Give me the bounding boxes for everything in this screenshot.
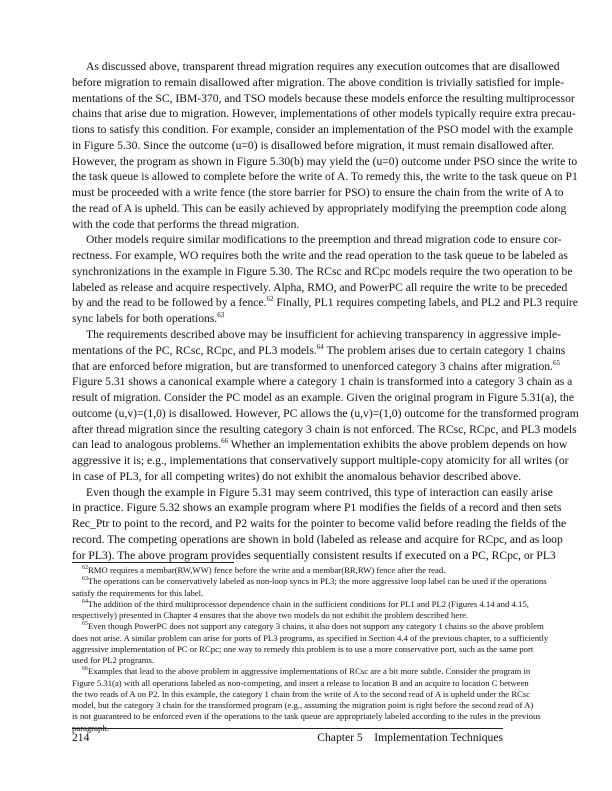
- text-run: synchronizations in the example in Figure 5.30. The RCsc and RCpc models require the two operation to be: [72, 264, 573, 278]
- paragraph-line: [72, 500, 562, 516]
- footnote-marker: 65: [552, 358, 560, 367]
- text-run: Whether an implementation exhibits the above problem depends on how: [228, 438, 568, 452]
- text-run: respectively) presented in Chapter 4 ensures that the above two models do not exhibit the problem described here.: [72, 610, 469, 620]
- text-run: after thread migration since the resulting category 3 chain is not enforced. The RCsc, RCpc, and PL3 models: [72, 422, 577, 436]
- text-run: outcome (u,v)=(1,0) is disallowed. However, PC allows the (u,v)=(1,0) outcome for the transformed program: [72, 406, 579, 420]
- footnote-marker: 66: [221, 437, 229, 446]
- footnote-line: [72, 621, 544, 632]
- text-run: satisfy the requirements for this label.: [72, 587, 204, 598]
- paragraph-line: [72, 358, 560, 375]
- text-run: The problem arises due to certain category 1 chains: [323, 343, 566, 357]
- text-run: paragraph.: [72, 722, 109, 733]
- paragraph-line: [72, 91, 575, 107]
- paragraph-line: [72, 295, 578, 311]
- footnote-line: [72, 576, 547, 587]
- text-run: in Figure 5.30. Since the outcome (u=0) is disallowed before migration, it must remain disallowed after.: [72, 138, 555, 152]
- text-run: for PL3). The above program provides sequentially consistent results if executed on a PC, RCpc, or PL3: [72, 548, 556, 562]
- text-run: The addition of the third multiprocessor dependence chain in the sufficient conditions for PL1 and PL2 (Figures 4.14 and 4.15,: [88, 598, 529, 609]
- text-run: Finally, PL1 requires competing labels, and PL2 and PL3 require: [273, 296, 578, 310]
- text-run: can lead to analogous problems.: [72, 438, 222, 452]
- footnote-line: [72, 588, 503, 599]
- footnote-line: [72, 711, 541, 722]
- text-run: Figure 5.31 shows a canonical example where a category 1 chain is transformed into a category 3 chain as a: [72, 375, 573, 389]
- footnote-marker: 64: [316, 342, 324, 351]
- paragraph-line: [72, 469, 522, 485]
- paragraph-line: [72, 169, 578, 185]
- text-run: Even though PowerPC does not support any category 3 chains, it also does not support any category 1 chains so the above problem: [88, 621, 544, 632]
- footnote-marker: 62: [82, 565, 88, 571]
- paragraph-line: [72, 390, 574, 406]
- text-run: mentations of the PC, RCsc, RCpc, and PL3 models.: [72, 343, 317, 357]
- text-run: that are enforced before migration, but are transformed to unenforced category 3 chains after migration.: [72, 359, 553, 373]
- paragraph-line: [72, 232, 562, 248]
- footnote-marker: 63: [82, 576, 88, 583]
- text-run: Other models require similar modifications to the preemption and thread migration code to ensure cor-: [86, 233, 562, 247]
- paragraph-line: [72, 437, 568, 453]
- text-run: aggressive implementation of PC or RCpc; one way to remedy this problem is to use a more conservative port, such as the same port: [72, 643, 534, 654]
- page-number: 214: [72, 731, 90, 744]
- text-run: chains that arise due to migration. However, implementations of other models typically require extra precau-: [72, 107, 576, 121]
- paragraph-line: [72, 201, 567, 217]
- text-run: model, but the category 3 chain for the transformed program (e.g., assuming the migration point is right before the second read of A): [72, 700, 534, 710]
- paragraph-line: [72, 106, 576, 122]
- footnote-line: [72, 643, 534, 655]
- text-run: in practice. Figure 5.32 shows an example program where P1 modifies the fields of a record and then sets: [72, 501, 562, 515]
- footnote-marker: 65: [82, 621, 88, 628]
- text-run: sync labels for both operations.: [72, 312, 218, 326]
- text-run: used for PL2 programs.: [72, 655, 155, 665]
- footnotes: [72, 565, 549, 734]
- text-run: is not guaranteed to be enforced even if the operations to the task queue are appropriately labeled according to the rules in the previous: [72, 711, 541, 722]
- footnote-line: [72, 655, 503, 666]
- paragraph-line: [72, 311, 503, 327]
- text-run: with the code that performs the thread migration.: [72, 217, 300, 231]
- text-run: The operations can be conservatively labeled as non-loop syncs in PL3; the more aggressive loop label can be used if the operations: [88, 576, 547, 587]
- text-run: before migration to remain disallowed after migration. The above condition is trivially satisfied for imple-: [72, 75, 565, 89]
- text-run: the task queue is allowed to complete before the write of A. To remedy this, the write to the task queue on P1: [72, 170, 578, 184]
- text-run: the two reads of A on P2. In this example, the category 1 chain from the write of A to the second read of A is upheld under the RCsc: [72, 688, 531, 699]
- text-run: does not arise. A similar problem can arise for ports of PL3 programs, as specified in Section 4.4 of the previous chapter, to a sufficiently: [72, 632, 549, 643]
- paragraph-line: [72, 342, 566, 359]
- page-footer: [72, 731, 503, 744]
- footnote-line: [72, 598, 529, 610]
- paragraph-line: [72, 264, 573, 280]
- paragraph-line: [72, 516, 567, 532]
- footer-divider: [72, 728, 503, 729]
- footnote-line: [72, 565, 503, 576]
- body-text: [72, 59, 579, 564]
- footnote-line: [72, 677, 529, 689]
- footnote-line: [72, 688, 531, 700]
- text-run: rectness. For example, WO requires both the write and the read operation to the task queue to be labeled as: [72, 249, 568, 263]
- paragraph-line: [72, 406, 579, 422]
- paragraph-line: [72, 122, 574, 138]
- paragraph-line: [72, 248, 568, 264]
- paragraph-line: [72, 75, 565, 91]
- paragraph-line: [72, 422, 577, 438]
- footnote-marker: 66: [82, 666, 88, 673]
- text-run: However, the program as shown in Figure 5.30(b) may yield the (u=0) outcome under PSO since the write to: [72, 154, 578, 168]
- text-run: labeled as release and acquire respectively. Alpha, RMO, and PowerPC all require the write to be preceded: [72, 280, 568, 294]
- footnote-marker: 62: [266, 295, 274, 304]
- text-run: Even though the example in Figure 5.31 may seem contrived, this type of interaction can easily arise: [86, 485, 553, 499]
- paragraph-line: [72, 374, 573, 390]
- text-run: aggressive it is; e.g., implementations that conservatively support multiple-copy atomicity for all writes (or: [72, 454, 569, 468]
- text-run: mentations of the SC, IBM-370, and TSO models because these models enforce the resulting multiprocessor: [72, 91, 575, 105]
- footnote-divider: [72, 562, 234, 563]
- text-run: As discussed above, transparent thread migration requires any execution outcomes that are disallowed: [86, 60, 560, 73]
- paragraph-line: [72, 185, 564, 201]
- footnote-line: [72, 610, 503, 621]
- footnote-marker: 63: [217, 311, 225, 320]
- text-run: tions to satisfy this condition. For example, consider an implementation of the PSO model with the example: [72, 123, 574, 137]
- text-run: must be proceeded with a write fence (the store barrier for PSO) to ensure the chain from the write of A to: [72, 186, 564, 200]
- footnote-line: [72, 632, 549, 644]
- text-run: Examples that lead to the above problem in aggressive implementations of RCsc are a bit more subtle. Consider the program in: [88, 666, 531, 677]
- paragraph-line: [72, 138, 555, 154]
- paragraph-line: [72, 280, 568, 296]
- text-run: RMO requires a membar(RW,WW) fence before the write and a membar(RR,RW) fence after the read.: [88, 565, 446, 575]
- text-run: Figure 5.31(a) with all operations labeled as non-competing, and insert a release to location B and an acquire to location C between: [72, 677, 529, 688]
- paragraph-line: [72, 217, 503, 233]
- footnote-marker: 64: [82, 598, 88, 605]
- paragraph-line: [72, 453, 569, 469]
- footnote-line: [72, 666, 531, 677]
- text-run: Rec_Ptr to point to the record, and P2 waits for the pointer to become valid before reading the fields of the: [72, 517, 567, 531]
- text-run: record. The competing operations are shown in bold (labeled as release and acquire for RCpc, and as loop: [72, 532, 563, 546]
- text-run: by and the read to be followed by a fence.: [72, 296, 267, 310]
- paragraph-line: [72, 532, 563, 548]
- text-run: result of migration. Consider the PC model as an example. Given the original program in Figure 5.31(a), the: [72, 391, 574, 405]
- paragraph-line: [72, 59, 560, 75]
- footnote-line: [72, 700, 534, 711]
- text-run: The requirements described above may be insufficient for achieving transparency in aggressive imple-: [86, 328, 561, 342]
- chapter-title: Chapter 5 Implementation Techniques: [317, 731, 503, 744]
- paragraph-line: [72, 327, 561, 343]
- text-run: in case of PL3, for all competing writes) do not exhibit the anomalous behavior described above.: [72, 469, 522, 483]
- paragraph-line: [72, 485, 553, 501]
- paragraph-line: [72, 154, 578, 170]
- text-run: the read of A is upheld. This can be easily achieved by appropriately modifying the preemption code along: [72, 201, 567, 215]
